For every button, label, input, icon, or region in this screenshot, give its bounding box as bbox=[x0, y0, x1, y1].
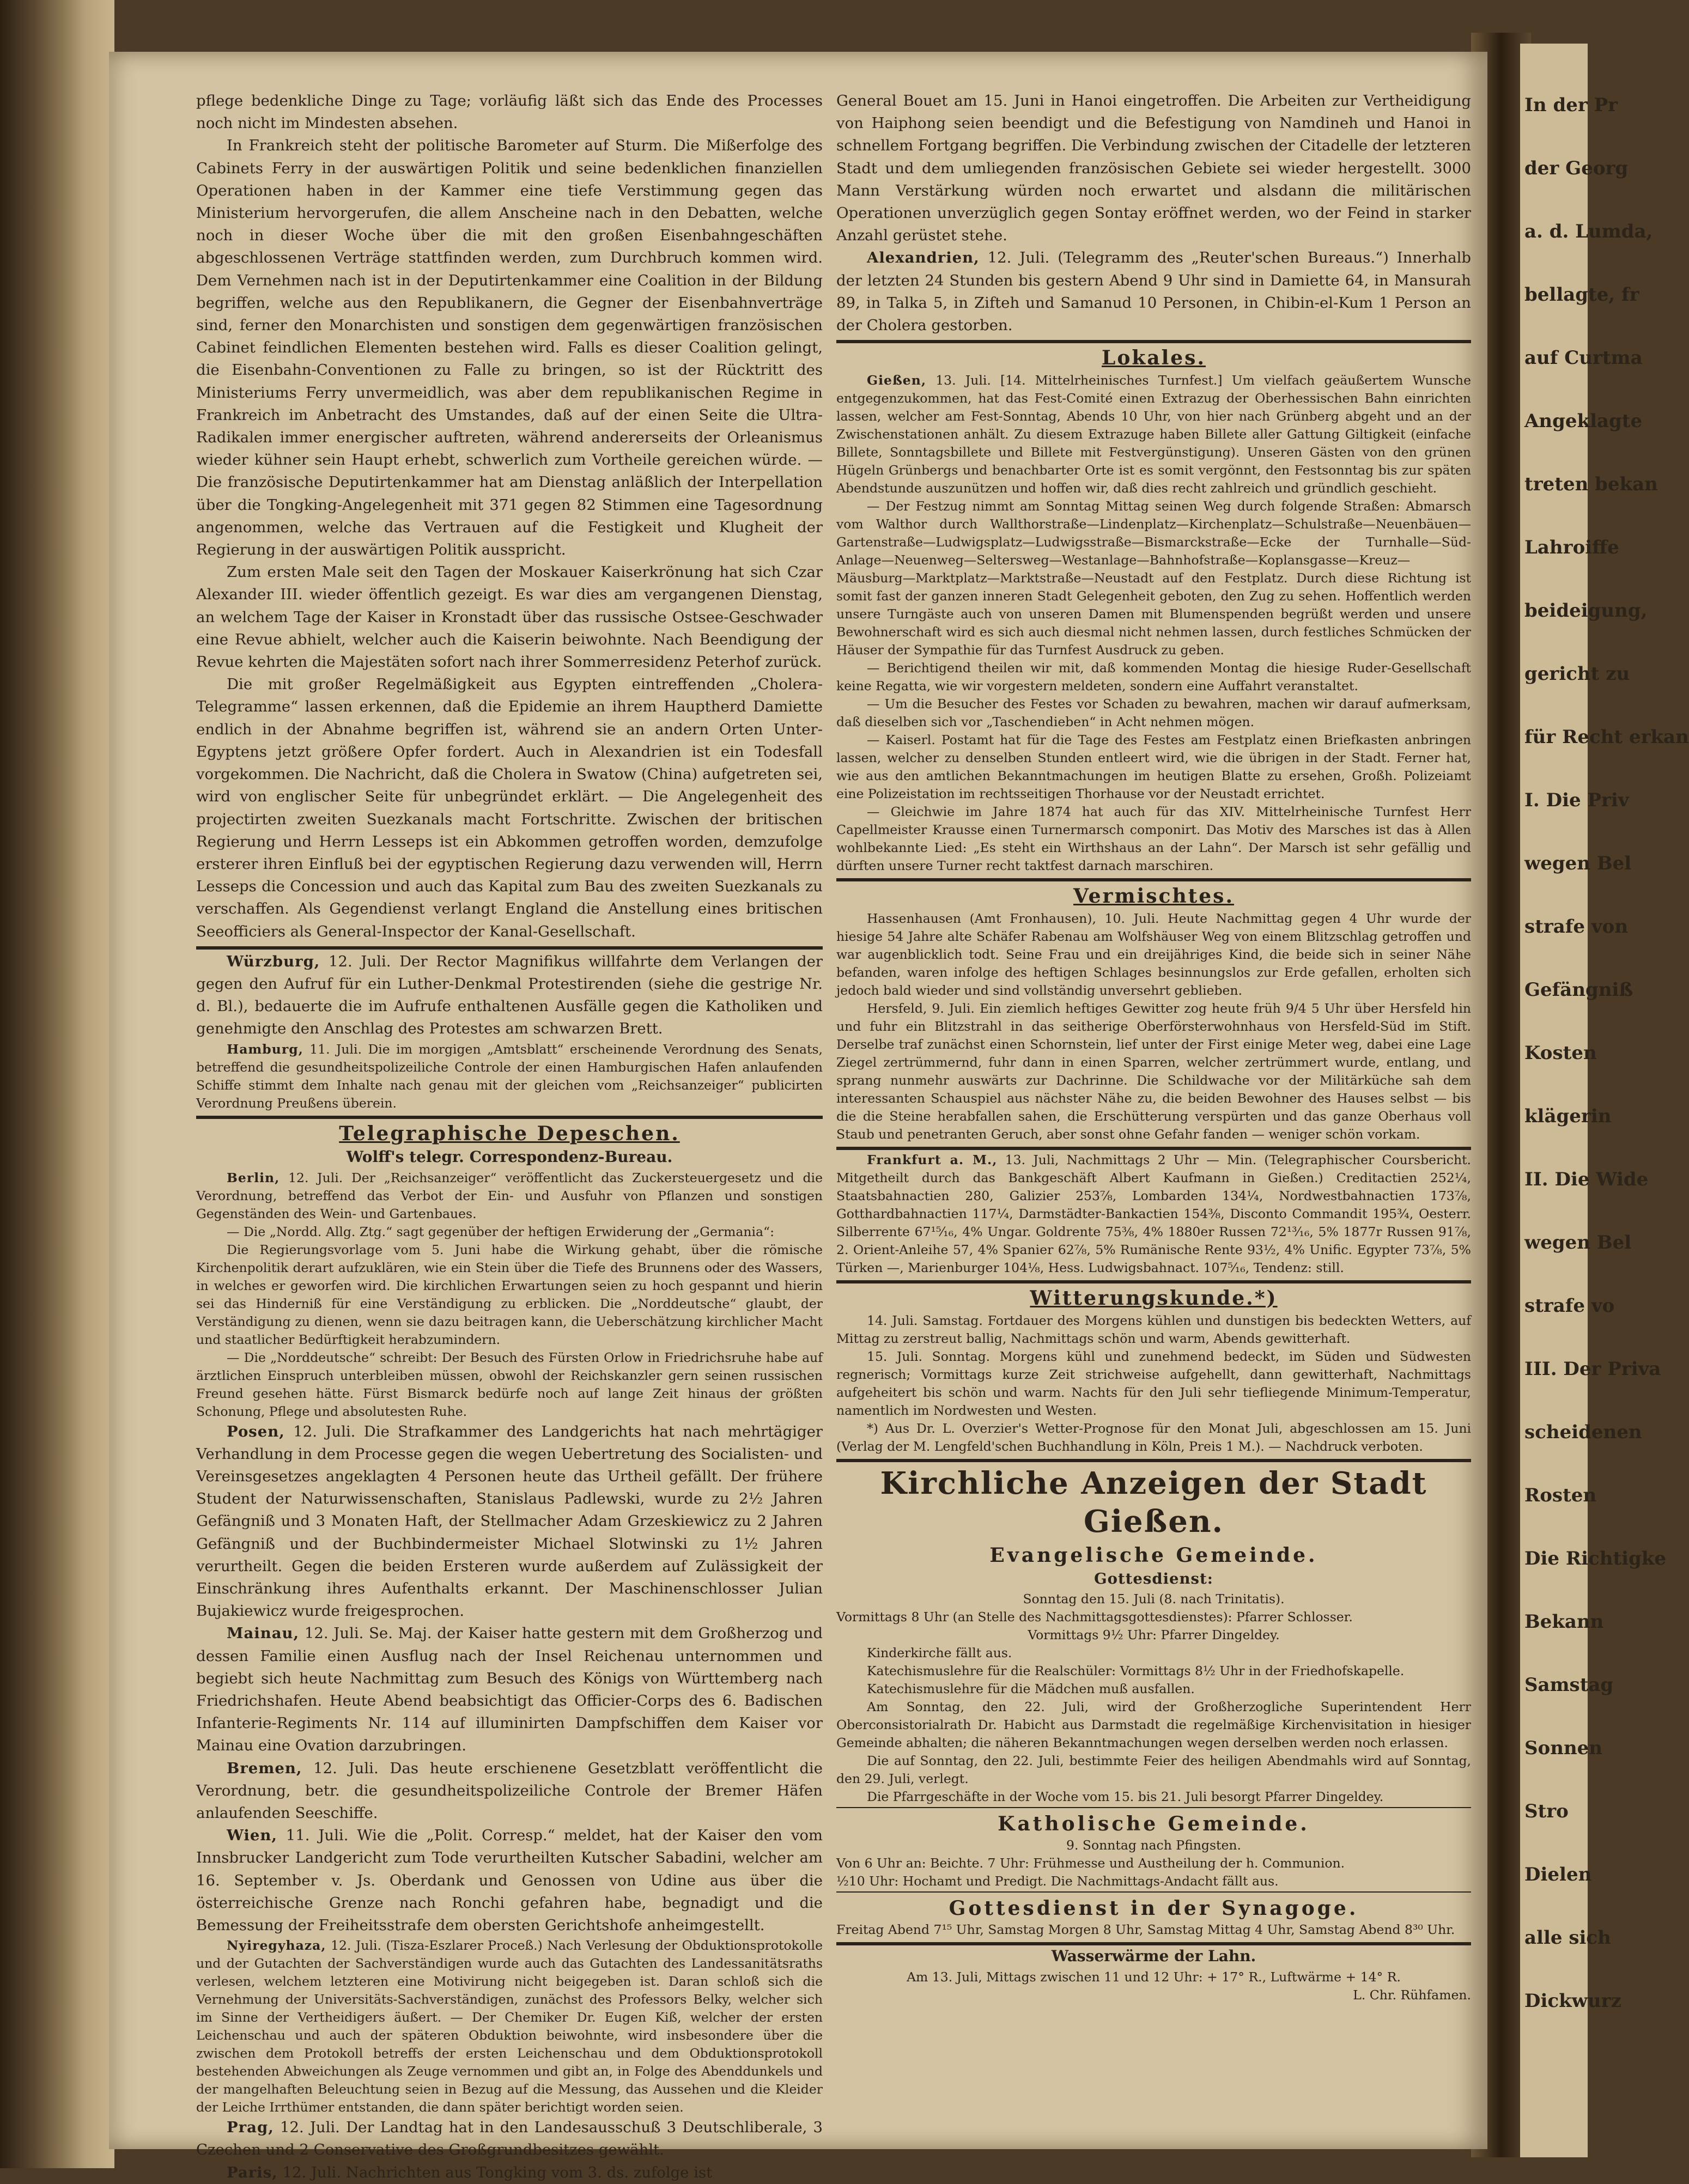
right-column bbox=[836, 90, 1471, 2004]
kaiser-paragraph: Zum ersten Male seit den Tagen der Moskauer Kaiserkrönung hat sich Czar Alexander III. wieder öffentlich gezeigt. Es war dies am vergangenen Dienstag, an welchem Tage der Kaiser in Kronstadt über das russische Ostsee-Geschwader eine Revue abhielt, welcher auch die Kaiserin beiwohnte. Nach Beendigung der Revue kehrten die Majestäten sofort nach ihrer Sommerresidenz Peterhof zurück. bbox=[196, 563, 823, 671]
lahn-title: Wasserwärme der Lahn. bbox=[1051, 1947, 1256, 1966]
mainau-paragraph bbox=[196, 1622, 823, 1757]
berlin-paragraph bbox=[196, 1169, 823, 1223]
dateline: Berlin, bbox=[227, 1170, 280, 1185]
service-label: Gottesdienst: bbox=[1094, 1570, 1213, 1588]
adjacent-page-text: II. Die Wide bbox=[1524, 1169, 1649, 1190]
dateline: Frankfurt a. M., bbox=[867, 1152, 998, 1168]
hassenhausen-paragraph: Hassenhausen (Amt Fronhausen), 10. Juli. Heute Nachmittag gegen 4 Uhr wurde der hiesige 54 Jahre alte Schäfer Rabenau am Wolfshäuser Weg von einem Blitzschlag getroffen und war augenblicklich todt. Seine Frau und ein dreijähriges Kind, die beide sich in seiner Nähe befanden, waren infolge des heftigen Schlages besinnungslos zur Erde gefallen, erholten sich jedoch bald wieder und sind vollständig unversehrt geblieben. bbox=[836, 911, 1471, 999]
adjacent-page-text: Samstag bbox=[1524, 1674, 1614, 1696]
kath-line: ½10 Uhr: Hochamt und Predigt. Die Nachmittags-Andacht fällt aus. bbox=[836, 1873, 1279, 1889]
article-text: 12. Juli. Das heute erschienene Gesetzblatt veröffentlicht die Verordnung, betr. die gesundheitspolizeiliche Controle der Bremer Häfen anlaufenden Seeschiffe. bbox=[196, 1759, 823, 1822]
adjacent-page-text: für Recht erkan bbox=[1524, 726, 1689, 748]
article-text: 12. Juli. Se. Maj. der Kaiser hatte gestern mit dem Großherzog und dessen Familie einen Ausflug nach der Insel Reichenau unternommen und begiebt sich heute Nachmittag zum Besuch des Königs von Württemberg nach Friedrichshafen. Heute Abend beabsichtigt das Officier-Corps des 6. Badischen Infanterie-Regiments Nr. 114 auf illuminirten Dampfschiffen dem Kaiser vor Mainau eine Ovation darzubringen. bbox=[196, 1625, 823, 1755]
prag-paragraph bbox=[196, 2116, 823, 2161]
evang-line: Vormittags 9½ Uhr: Pfarrer Dingeldey. bbox=[1028, 1627, 1280, 1643]
adjacent-page-text: Rosten bbox=[1524, 1485, 1597, 1506]
article-text: 12. Juli. (Tisza-Eszlarer Proceß.) Nach Verlesung der Obduktionsprotokolle und der Gutachten der Sachverständigen wurde auch das Gutachten des Landessanitätsraths verlesen, welchem letzteren eine Motivirung nicht beigegeben ist. Daran schloß sich die Vernehmung der Universitäts-Sachverständigen, zunächst des Professors Belky, welcher sich im Sinne der Vertheidigers äußert. — Der Chemiker Dr. Eugen Kiß, welcher der ersten Leichenschau und auch der späteren Obduktion beiwohnte, wird insbesondere über die zwischen dem Protokoll betreffs der ersten Leichenschau und dem Obduktionsprotokoll bestehenden Abweichungen als Zeuge vernommen und gibt an, in Folge des Abenddunkels und der mangelhaften Beleuchtung seien in Bezug auf die Messung, das Aussehen und die Kleider der Leiche Irrthümer entstanden, die dann später berichtigt worden seien. bbox=[196, 1938, 823, 2115]
dateline: Alexandrien, bbox=[867, 249, 980, 267]
dateline: Hamburg, bbox=[227, 1041, 303, 1057]
section-subtitle-telegraph: Wolff's telegr. Correspondenz-Bureau. bbox=[346, 1147, 673, 1166]
adjacent-page-text: strafe vo bbox=[1524, 1295, 1615, 1317]
adjacent-page-text: strafe von bbox=[1524, 916, 1629, 938]
evangelical-title: Evangelische Gemeinde. bbox=[989, 1544, 1318, 1567]
book-spine-edge bbox=[0, 0, 114, 2168]
divider bbox=[836, 1280, 1471, 1283]
wien-paragraph bbox=[196, 1824, 823, 1937]
adjacent-page-text: Dielen bbox=[1524, 1864, 1592, 1885]
divider bbox=[836, 1891, 1471, 1893]
adjacent-page-text: scheidenen bbox=[1524, 1421, 1642, 1443]
egypten-paragraph: Die mit großer Regelmäßigkeit aus Egypten eintreffenden „Cholera-Telegramme“ lassen erkennen, daß die Epidemie an ihrem Hauptherd Damiette endlich in der Abnahme begriffen ist, während sie an andern Orten Unter-Egyptens jetzt größere Opfer fordert. Auch in Alexandrien ist ein Todesfall vorgekommen. Die Nachricht, daß die Cholera in Swatow (China) aufgetreten sei, wird von englischer Seite für unbegründet erklärt. — Die Angelegenheit des projectirten zweiten Suezkanals macht Fortschritte. Zwischen der britischen Regierung und Herrn Lesseps ist ein Abkommen getroffen worden, demzufolge ersterer ihren Einfluß bei der egyptischen Regierung dazu verwenden will, Herrn Lesseps die Concession und auch das Kapital zum Bau des zweiten Suezkanals zu verschaffen. Als Gegendienst verlangt England die Anstellung eines britischen Seeofficiers als General-Inspector der Kanal-Gesellschaft. bbox=[196, 676, 823, 940]
lahn-line: Am 13. Juli, Mittags zwischen 11 und 12 Uhr: + 17° R., Luftwärme + 14° R. bbox=[907, 1969, 1401, 1985]
witterung-paragraph-1: 14. Juli. Samstag. Fortdauer des Morgens kühlen und dunstigen bis bedeckten Wetters, auf Mittag zu zerstreut ballig, Nachmittags schön und warm, Abends gewitterhaft. bbox=[836, 1313, 1471, 1347]
article-text: 13. Juli. [14. Mittelrheinisches Turnfest.] Um vielfach geäußertem Wunsche entgegenzukommen, hat das Fest-Comité einen Extrazug der Oberhessischen Bahn einrichten lassen, welcher am Fest-Sonntag, Abends 10 Uhr, von hier nach Grünberg abgeht und an der Zwischenstationen anhält. Zu diesem Extrazuge haben Billete aller Gattung Giltigkeit (einfache Billete, Sonntagsbillete und Billete mit Festvergünstigung). Unseren Gästen von den grünen Hügeln Grünbergs und benachbarter Orte ist es somit vergönnt, den Festsonntag bis zur späten Abendstunde auszunützen und hoffen wir, daß dies recht zahlreich und gründlich geschieht. bbox=[836, 373, 1471, 496]
article-text: 11. Juli. Die im morgigen „Amtsblatt“ erscheinende Verordnung des Senats, betreffend die gesundheitspolizeiliche Controle der einen Hamburgischen Hafen anlaufenden Schiffe stimmt dem Inhalte nach genau mit der gleichen vom „Reichsanzeiger“ publicirten Verordnung Preußens überein. bbox=[196, 1041, 823, 1111]
divider bbox=[836, 1147, 1471, 1150]
adjacent-page-text: bellagte, fr bbox=[1524, 284, 1639, 306]
dateline: Prag, bbox=[227, 2119, 274, 2137]
post-paragraph: — Kaiserl. Postamt hat für die Tage des Festes am Festplatz einen Briefkasten anbringen lassen, welcher zu denselben Stunden entleert wird, wie die übrigen in der Stadt. Ferner hat, wie aus den amtlichen Bekanntmachungen im heutigen Blatte zu ersehen, Großh. Polizeiamt eine Polizeistation im rechtsseitigen Thorhause vor der Neustadt errichtet. bbox=[836, 732, 1471, 802]
evang-line: Katechismuslehre für die Mädchen muß ausfallen. bbox=[867, 1681, 1195, 1697]
witterung-paragraph-2: 15. Juli. Sonntag. Morgens kühl und zunehmend bedeckt, im Süden und Südwesten regnerisch; Vormittags kurze Zeit strichweise aufgehellt, dann gewitterhaft, Nachmittags aufgeheitert bis schön und warm. Nachts für den Juli sehr tiefliegende Minimum-Temperatur, namentlich im Nordwesten und Westen. bbox=[836, 1349, 1471, 1419]
posen-paragraph bbox=[196, 1421, 823, 1623]
adjacent-page-text: Stro bbox=[1524, 1800, 1569, 1822]
evang-line: Am Sonntag, den 22. Juli, wird der Großherzogliche Superintendent Herr Oberconsistorialrath Dr. Habicht aus Darmstadt die regelmäßige Kirchenvisitation in hiesiger Gemeinde abhalten; die näheren Bekanntmachungen wegen derselben werden noch erlassen. bbox=[836, 1699, 1471, 1751]
festzug-paragraph: — Der Festzug nimmt am Sonntag Mittag seinen Weg durch folgende Straßen: Abmarsch vom Walthor durch Wallthorstraße—Lindenplatz—Kirchenplatz—Schulstraße—Neuenbäuen—Gartenstraße—Ludwigsplatz—Ludwigsstraße—Bismarckstraße—Ecke der Turnhalle—Süd-Anlage—Neuenweg—Seltersweg—Westanlage—Bahnhofstraße—Koplansgasse—Kreuz—Mäusburg—Marktplatz—Marktstraße—Neustadt auf den Festplatz. Durch diese Richtung ist somit fast der ganzen inneren Stadt Gelegenheit geboten, den Zug zu sehen. Hoffentlich werden unsere Turngäste auch von unseren Damen mit Blumenspenden begrüßt werden und unsere Bewohnerschaft wird es sich auch diesmal nicht nehmen lassen, durch festliches Schmücken der Häuser der Sympathie für das Turnfest Ausdruck zu geben. bbox=[836, 498, 1471, 658]
evang-line: Vormittags 8 Uhr (an Stelle des Nachmittagsgottesdienstes): Pfarrer Schlosser. bbox=[836, 1609, 1353, 1625]
adjacent-page-text: der Georg bbox=[1524, 157, 1629, 179]
adjacent-page-text: gericht zu bbox=[1524, 663, 1630, 685]
marsch-paragraph: — Gleichwie im Jahre 1874 hat auch für das XIV. Mittelrheinische Turnfest Herr Capellmeister Krausse einen Turnermarsch componirt. Das Motiv des Marsches ist das à Allen wohlbekannte Lied: „Es steht ein Wirthshaus an der Lahn“. Der Marsch ist sehr gefällig und dürften unsere Turner recht taktfest darnach marschiren. bbox=[836, 804, 1471, 874]
dateline: Würzburg, bbox=[227, 952, 320, 970]
adjacent-page-text: Angeklagte bbox=[1524, 410, 1643, 432]
lahn-signature: L. Chr. Rühfamen. bbox=[1353, 1987, 1471, 2003]
wuerzburg-paragraph bbox=[196, 951, 823, 1041]
dateline: Paris, bbox=[227, 2163, 278, 2181]
adjacent-page-text: Gefängniß bbox=[1524, 979, 1633, 1001]
adjacent-page-text: I. Die Priv bbox=[1524, 789, 1629, 811]
adjacent-page-text: auf Curtma bbox=[1524, 347, 1643, 369]
nyiregyhaza-paragraph bbox=[196, 1937, 823, 2116]
adjacent-page-text: a. d. Lumda, bbox=[1524, 221, 1653, 242]
intro-paragraph: pflege bedenkliche Dinge zu Tage; vorläufig läßt sich das Ende des Processes noch nicht im Mindesten absehen. bbox=[196, 92, 823, 132]
dateline: Mainau, bbox=[227, 1625, 300, 1642]
catholic-title: Katholische Gemeinde. bbox=[998, 1812, 1310, 1836]
alexandrien-paragraph bbox=[836, 247, 1471, 337]
adjacent-page-text: Lahroiffe bbox=[1524, 537, 1619, 558]
adjacent-page-text: Die Richtigke bbox=[1524, 1548, 1667, 1569]
frankreich-paragraph: In Frankreich steht der politische Barometer auf Sturm. Die Mißerfolge des Cabinets Ferry in der auswärtigen Politik und seine bedenklichen finanziellen Operationen haben in der Kammer eine tiefe Verstimmung gegen das Ministerium hervorgerufen, die allem Anscheine nach in den Debatten, welche noch in dieser Woche über die mit den großen Eisenbahngeschäften abgeschlossenen Verträge stattfinden werden, zum Durchbruch kommen wird. Dem Vernehmen nach ist in der Deputirtenkammer eine Coalition in der Bildung begriffen, welche aus den Republikanern, die Gegner der Eisenbahnverträge sind, ferner den Monarchisten und sonstigen dem gegenwärtigen französischen Cabinet feindlichen Elementen bestehen wird. Falls es dieser Coalition gelingt, die Eisenbahn-Conventionen zu Falle zu bringen, so ist der Rücktritt des Ministeriums Ferry unvermeidlich, was aber dem republikanischen Regime in Frankreich im Anbetracht des Umstandes, daß auf der einen Seite die Ultra-Radikalen immer energischer auftreten, während andererseits der Orleanismus wieder kühner sein Haupt erhebt, schwerlich zum Vortheile gereichen würde. — Die französische Deputirtenkammer hat am Dienstag anläßlich der Interpellation über die Tongking-Angelegenheit mit 371 gegen 82 Stimmen eine Tagesordnung angenommen, welche das Vertrauen auf die Festigkeit und Klugheit der Regierung in der auswärtigen Politik ausspricht. bbox=[196, 137, 823, 559]
article-text: 12. Juli. Der Landtag hat in den Landesausschuß 3 Deutschliberale, 3 Czechen und 2 Conservative des Großgrundbesitzes gewählt. bbox=[196, 2119, 823, 2159]
article-text: 12. Juli. Nachrichten aus Tongking vom 3. ds. zufolge ist bbox=[282, 2163, 713, 2181]
paris-continuation: General Bouet am 15. Juni in Hanoi eingetroffen. Die Arbeiten zur Vertheidigung von Haiphong seien beendigt und die Befestigung von Namdineh und Hanoi in schnellem Fortgang begriffen. Die Verbindung zwischen der Citadelle der letzteren Stadt und dem umliegenden französischen Gebiete sei wieder hergestellt. 3000 Mann Verstärkung würden noch erwartet und alsdann die militärischen Operationen unverzüglich gegen Sontay eröffnet werden, wo der Feind in starker Anzahl gerüstet stehe. bbox=[836, 92, 1471, 245]
article-text: 13. Juli, Nachmittags 2 Uhr — Min. (Telegraphischer Coursbericht. Mitgetheilt durch das Bankgeschäft Albert Kaufmann in Gießen.) Creditactien 252¼, Staatsbahnactien 280, Galizier 253⅞, Lombarden 134¼, Nordwestbahnactien 173⅞, Gotthardbahnactien 117¼, Darmstädter-Bankactien 154⅜, Disconto Commandit 195¾, Oesterr. Silberrente 67¹⁵⁄₁₆, 4% Ungar. Goldrente 75⅜, 4% 1880er Russen 72¹³⁄₁₆, 5% 1877r Russen 91⅞, 2. Orient-Anleihe 57, 4% Spanier 62⅞, 5% Rumänische Rente 93½, 4% Unific. Egypter 73⅞, 5% Türken —, Marienburger 104⅛, Hess. Ludwigsbahnact. 107⁵⁄₁₆, Tendenz: still. bbox=[836, 1152, 1471, 1276]
besucher-paragraph: — Um die Besucher des Festes vor Schaden zu bewahren, machen wir darauf aufmerksam, daß dieselben sich vor „Taschendieben“ in Acht nehmen mögen. bbox=[836, 696, 1471, 730]
paris-paragraph bbox=[196, 2162, 823, 2184]
divider bbox=[836, 1459, 1471, 1462]
left-column bbox=[196, 90, 823, 2184]
witterung-footnote: *) Aus Dr. L. Overzier's Wetter-Prognose für den Monat Juli, abgeschlossen am 15. Juni (Verlag der M. Lengfeld'schen Buchhandlung in Köln, Preis 1 M.). — Nachdruck verboten. bbox=[836, 1421, 1471, 1455]
dateline: Posen, bbox=[227, 1422, 285, 1440]
giessen-paragraph bbox=[836, 372, 1471, 497]
frankfurt-paragraph bbox=[836, 1151, 1471, 1277]
adjacent-page-text: Bekann bbox=[1524, 1611, 1604, 1633]
adjacent-page-text: beideigung, bbox=[1524, 600, 1648, 622]
divider bbox=[836, 878, 1471, 881]
article-text: 12. Juli. (Telegramm des „Reuter'schen Bureaus.“) Innerhalb der letzten 24 Stunden bis gestern Abend 9 Uhr sind in Damiette 64, in Mansurah 89, in Talka 5, in Zifteh und Samanud 10 Personen, in Chibin-el-Kum 1 Person an der Cholera gestorben. bbox=[836, 249, 1471, 334]
section-title-lokales: Lokales. bbox=[1102, 346, 1206, 370]
adjacent-page-text: Kosten bbox=[1524, 1042, 1597, 1064]
adjacent-page-text: In der Pr bbox=[1524, 94, 1618, 116]
evang-line: Die Pfarrgeschäfte in der Woche vom 15. bis 21. Juli besorgt Pfarrer Dingeldey. bbox=[867, 1789, 1384, 1805]
section-title-witterung: Witterungskunde.*) bbox=[1030, 1287, 1278, 1310]
synagogue-title: Gottesdienst in der Synagoge. bbox=[949, 1897, 1359, 1920]
adjacent-page-text: Sonnen bbox=[1524, 1737, 1603, 1759]
hamburg-paragraph bbox=[196, 1041, 823, 1112]
kath-line: 9. Sonntag nach Pfingsten. bbox=[1066, 1838, 1241, 1853]
hersfeld-paragraph: Hersfeld, 9. Juli. Ein ziemlich heftiges Gewitter zog heute früh 9/4 5 Uhr über Hersfeld hin und fuhr ein Blitzstrahl in das seitherige Oberförsterwohnhaus von Hersfeld-Süd im Stift. Derselbe traf zunächst einen Schornstein, lief unter der First einige Meter weg, dabei eine Lage Ziegel zertrümmernd, fuhr dann in einen Sparren, welcher zertrümmert wurde, entlang, und sprang nunmehr auswärts zur Dachrinne. Die Schildwache vor der Militärküche sah dem interessanten Schauspiel aus nächster Nähe zu, die beiden Bewohner des Hauses selbst — bis die die Steine herabfallen sahen, die Erschütterung verspürten und das ganze Oberhaus voll Staub und penetranten Geruch, aber sonst ohne Gefahr fanden — weniger schön vorkam. bbox=[836, 1001, 1471, 1142]
church-notices-title: Kirchliche Anzeigen der Stadt Gießen. bbox=[880, 1465, 1427, 1540]
divider bbox=[836, 340, 1471, 343]
adjacent-page-text: wegen Bel bbox=[1524, 1232, 1632, 1254]
divider bbox=[196, 1116, 823, 1119]
dateline: Gießen, bbox=[867, 373, 927, 388]
adjacent-page-text: klägerin bbox=[1524, 1105, 1612, 1127]
adjacent-page-text: alle sich bbox=[1524, 1927, 1611, 1949]
dateline: Nyiregyhaza, bbox=[227, 1938, 326, 1954]
evang-line: Kinderkirche fällt aus. bbox=[867, 1645, 1012, 1661]
divider bbox=[196, 946, 823, 950]
adjacent-page-text: III. Der Priva bbox=[1524, 1358, 1661, 1380]
evang-line: Die auf Sonntag, den 22. Juli, bestimmte Feier des heiligen Abendmahls wird auf Sonntag, den 29. Juli, verlegt. bbox=[836, 1753, 1471, 1787]
divider bbox=[836, 1807, 1471, 1808]
adjacent-page-fragment bbox=[1520, 44, 1689, 2157]
evang-line: Sonntag den 15. Juli (8. nach Trinitatis). bbox=[1023, 1591, 1285, 1607]
adjacent-page-text: treten bekan bbox=[1524, 473, 1658, 495]
divider bbox=[836, 1942, 1471, 1945]
kath-line: Von 6 Uhr an: Beichte. 7 Uhr: Frühmesse und Austheilung der h. Communion. bbox=[836, 1856, 1345, 1871]
evang-line: Katechismuslehre für die Realschüler: Vormittags 8½ Uhr in der Friedhofskapelle. bbox=[867, 1663, 1405, 1679]
berlin-paragraph-3: Die Regierungsvorlage vom 5. Juni habe die Wirkung gehabt, über die römische Kirchenpolitik derart aufzuklären, wie ein Stein über die Tiefe des Brunnens oder des Wassers, in welches er geworfen wird. Die kirchlichen Erwartungen seien zu hoch gespannt und hierin sei das Hinderniß für eine Verständigung zu erblicken. Die „Norddeutsche“ glaubt, der Verständigung zu dienen, wenn sie dazu beitragen kann, die Ueberschätzung kirchlicher Macht und staatlicher Bedürftigkeit herabzumindern. bbox=[196, 1242, 823, 1347]
syn-line: Freitag Abend 7¹⁵ Uhr, Samstag Morgen 8 Uhr, Samstag Mittag 4 Uhr, Samstag Abend 8³⁰ Uhr. bbox=[836, 1922, 1455, 1938]
bremen-paragraph bbox=[196, 1757, 823, 1825]
dateline: Bremen, bbox=[227, 1759, 302, 1777]
berlin-paragraph-2: — Die „Nordd. Allg. Ztg.“ sagt gegenüber der heftigen Erwiderung der „Germania“: bbox=[227, 1224, 774, 1239]
adjacent-page-text: Dickwurz bbox=[1524, 1990, 1621, 2012]
article-text: 11. Juli. Wie die „Polit. Corresp.“ meldet, hat der Kaiser den vom Innsbrucker Landgericht zum Tode verurtheilten Kutscher Sabadini, welcher am 16. September v. Js. Oberdank und Genossen von Udine aus über die österreichische Grenze nach Ronchi gefahren habe, begnadigt und die Bemessung der Freiheitsstrafe dem obersten Gerichtshofe anheimgestellt. bbox=[196, 1827, 823, 1934]
article-text: 12. Juli. Der Rector Magnifikus willfahrte dem Verlangen der gegen den Aufruf für ein Luther-Denkmal Protestirenden (siehe die gestrige Nr. d. Bl.), bedauerte die im Aufrufe enthaltenen Ausfälle gegen die Katholiken und genehmigte den Anschlag des Protestes am schwarzen Brett. bbox=[196, 952, 823, 1038]
regatta-paragraph: — Berichtigend theilen wir mit, daß kommenden Montag die hiesige Ruder-Gesellschaft keine Regatta, wie wir vorgestern meldeten, sondern eine Auffahrt veranstaltet. bbox=[836, 660, 1471, 694]
adjacent-page-text: wegen Bel bbox=[1524, 853, 1632, 874]
dateline: Wien, bbox=[227, 1827, 277, 1845]
berlin-paragraph-4: — Die „Norddeutsche“ schreibt: Der Besuch des Fürsten Orlow in Friedrichsruhe habe auf ärztlichen Einspruch unterbleiben müssen, obwohl der Reichskanzler gern seinen russischen Freund gesehen hätte. Fürst Bismarck bedürfe noch auf lange Zeit hinaus der größten Schonung, Pflege und absolutesten Ruhe. bbox=[196, 1349, 823, 1419]
section-title-telegraph: Telegraphische Depeschen. bbox=[339, 1122, 680, 1145]
article-text: 12. Juli. Die Strafkammer des Landgerichts hat nach mehrtägiger Verhandlung in dem Processe gegen die wegen Uebertretung des Socialisten- und Vereinsgesetzes angeklagten 4 Personen heute das Urtheil gefällt. Der frühere Student der Naturwissenschaften, Stanislaus Padlewski, wurde zu 2½ Jahren Gefängniß und 3 Monaten Haft, der Stellmacher Adam Grzeskiewicz zu 2 Jahren Gefängniß und der Buchbindermeister Michael Slotwinski zu 1½ Jahren verurtheilt. Gegen die beiden Ersteren wurde außerdem auf Zulässigkeit der Einschränkung ihres Aufenthalts erkannt. Der Maschinenschlosser Julian Bujakiewicz wurde freigesprochen. bbox=[196, 1422, 823, 1620]
article-text: 12. Juli. Der „Reichsanzeiger“ veröffentlicht das Zuckersteuergesetz und die Verordnung, betreffend das Verbot der Ein- und Ausfuhr von Pflanzen und sonstigen Gegenständen des Wein- und Gartenbaues. bbox=[196, 1170, 823, 1221]
section-title-vermischtes: Vermischtes. bbox=[1073, 885, 1234, 908]
